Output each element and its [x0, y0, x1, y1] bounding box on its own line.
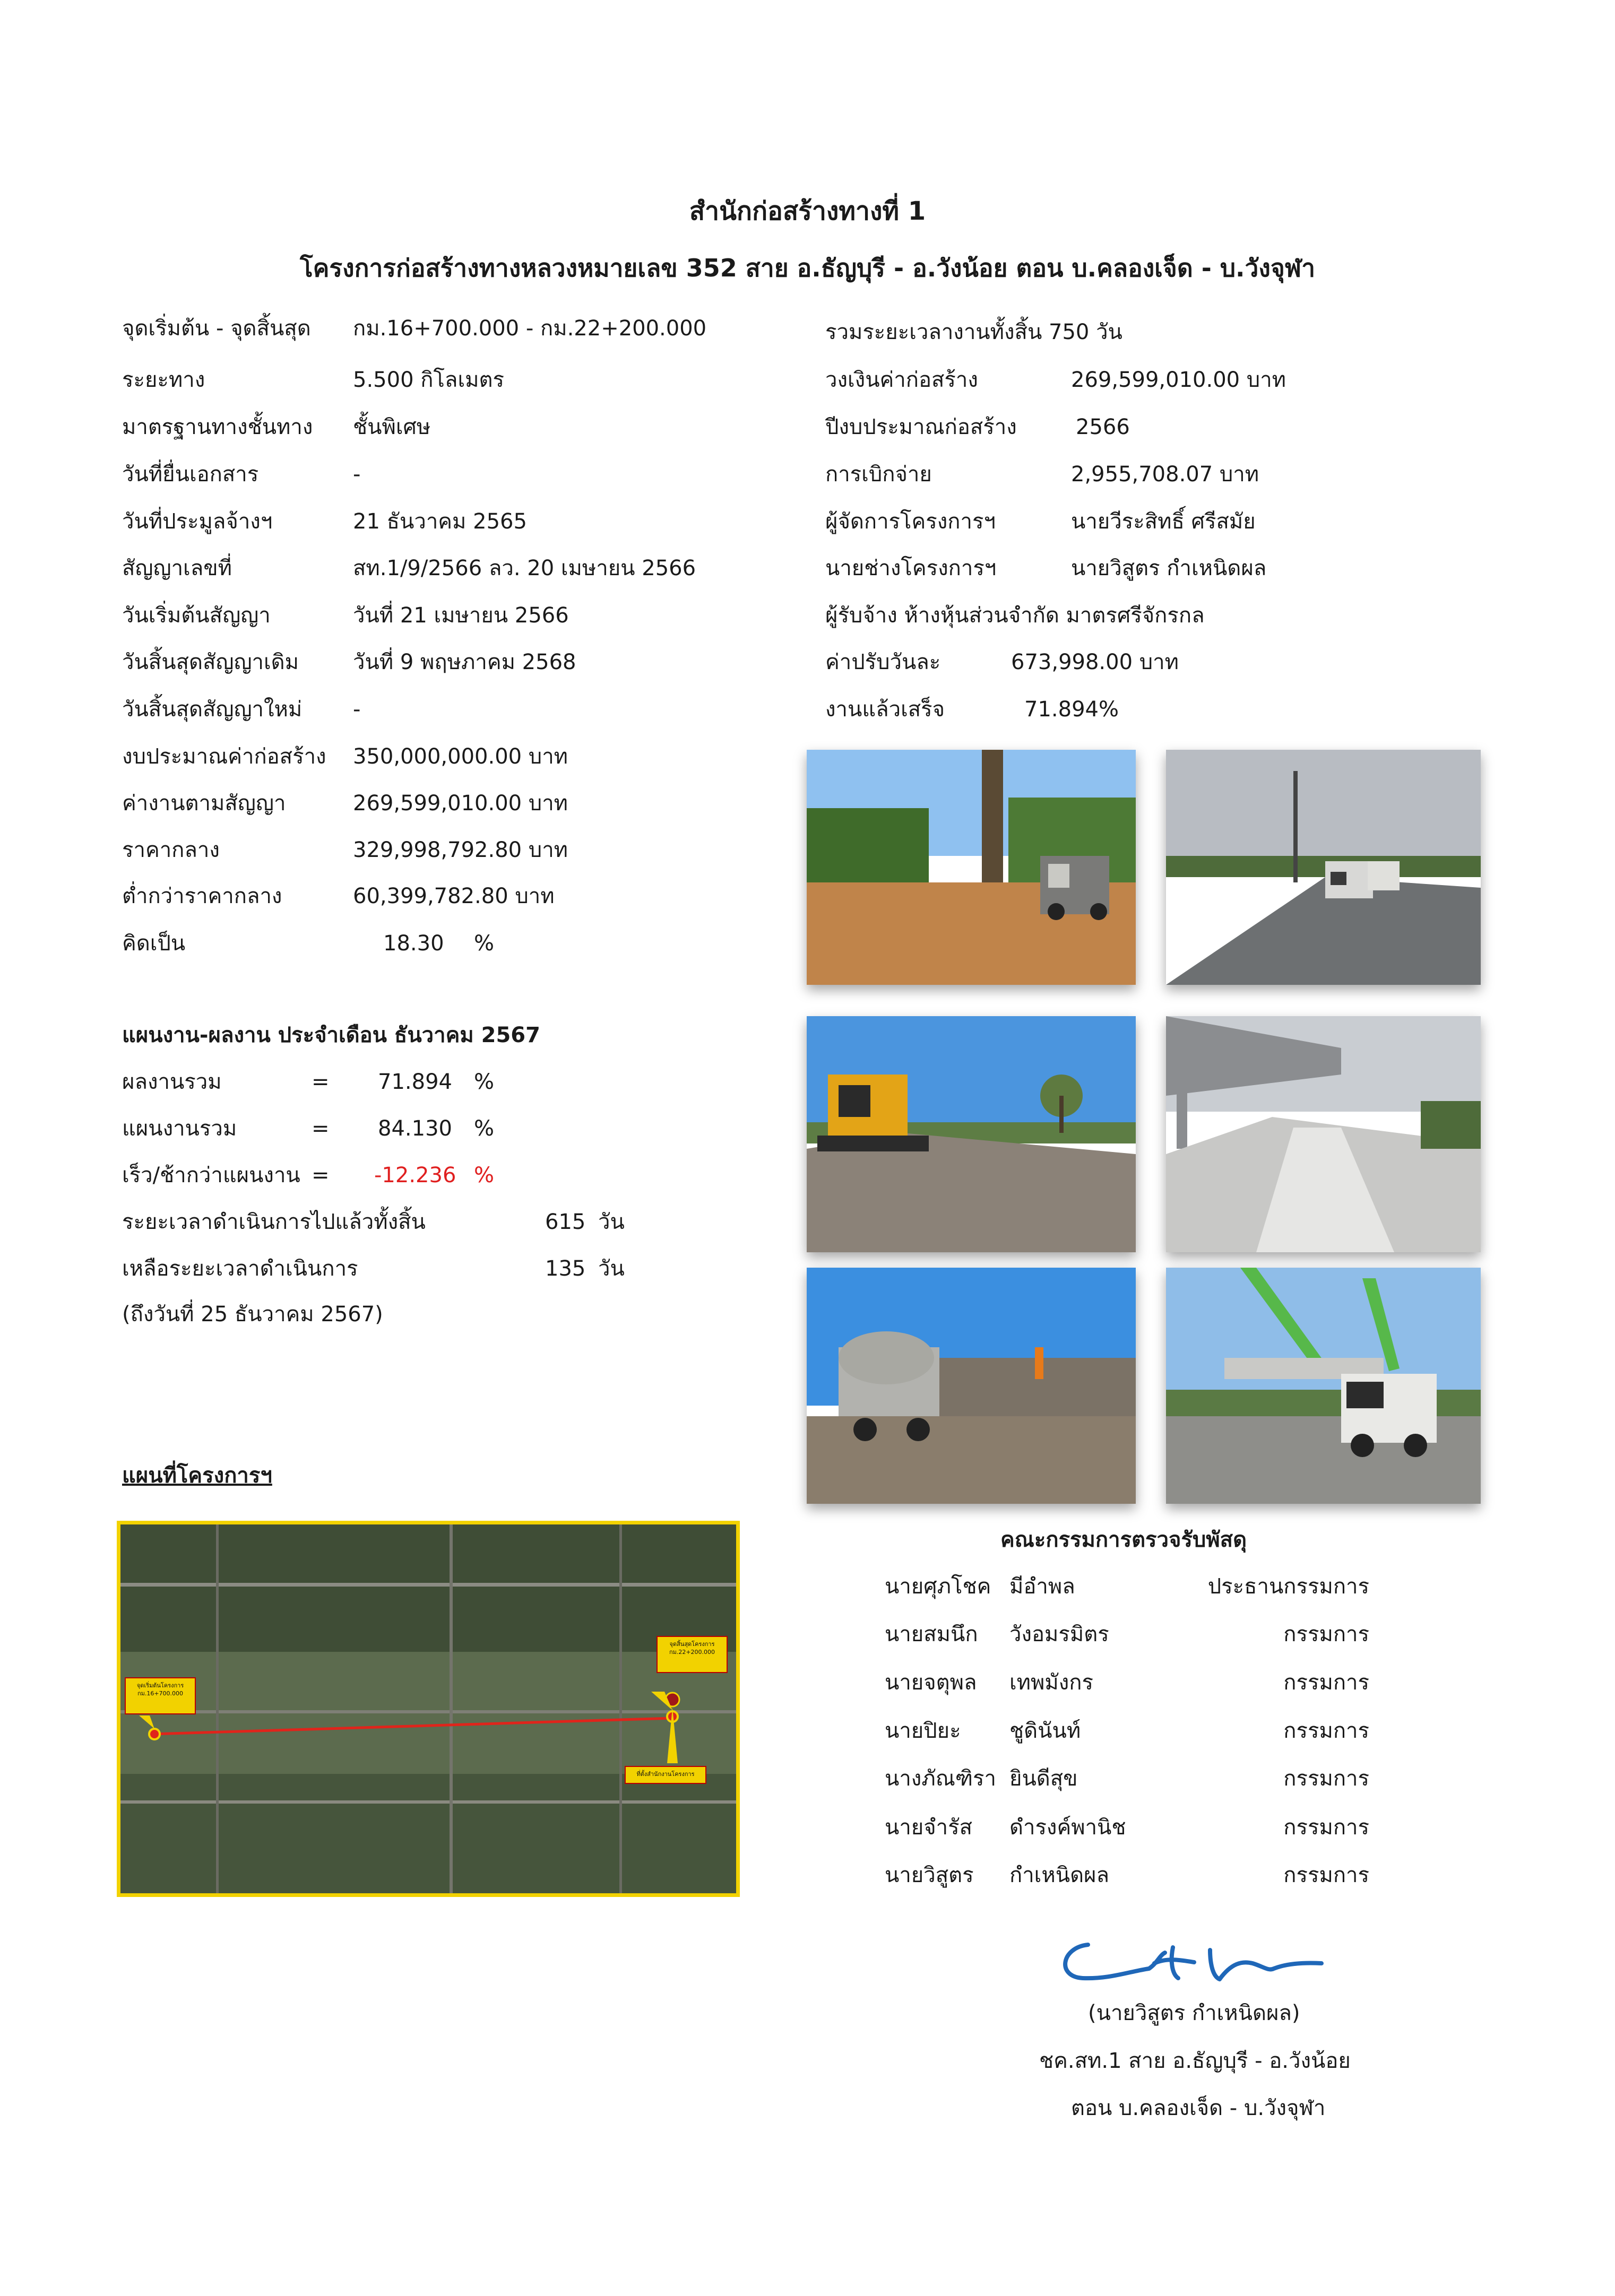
info-value: กม.16+700.000 - กม.22+200.000 — [353, 316, 707, 341]
map-end-callout — [657, 1636, 728, 1673]
map-start-km: กม.16+700.000 — [137, 1690, 184, 1697]
site-photo-5 — [807, 1268, 1136, 1504]
progress-eq: = — [312, 1070, 330, 1094]
info-label: รวมระยะเวลางานทั้งสิ้น 750 วัน — [825, 320, 1122, 344]
info-value: - — [353, 697, 361, 722]
progress-value: 71.894 — [378, 1070, 452, 1094]
info-value: วันที่ 9 พฤษภาคม 2568 — [353, 650, 576, 674]
info-value: ชั้นพิเศษ — [353, 415, 431, 439]
info-label: วันสิ้นสุดสัญญาใหม่ — [122, 697, 303, 722]
elapsed-unit: วัน — [598, 1210, 625, 1234]
percent-value: 18.30 — [383, 931, 444, 956]
info-value: 269,599,010.00 บาท — [353, 791, 568, 816]
elapsed-value: 615 — [545, 1210, 586, 1234]
member-first: นายวิสูตร — [885, 1863, 974, 1887]
site-photo-4 — [1166, 1016, 1481, 1252]
member-role: ประธานกรรมการ — [1207, 1574, 1369, 1599]
map-end-km: กม.22+200.000 — [669, 1649, 715, 1656]
progress-title: แผนงาน-ผลงาน ประจำเดือน ธันวาคม 2567 — [122, 1023, 540, 1047]
progress-label: ผลงานรวม — [122, 1070, 222, 1094]
info-value: 60,399,782.80 บาท — [353, 884, 555, 908]
member-role: กรรมการ — [1283, 1622, 1369, 1647]
progress-unit: % — [474, 1116, 495, 1141]
progress-value: 84.130 — [378, 1116, 452, 1141]
info-label: วันเริ่มต้นสัญญา — [122, 603, 271, 628]
member-first: นายจำรัส — [885, 1815, 973, 1840]
committee-title: คณะกรรมการตรวจรับพัสดุ — [1000, 1528, 1247, 1552]
signer-position-line2: ตอน บ.คลองเจ็ด - บ.วังจุฬา — [1071, 2096, 1326, 2120]
remaining-unit: วัน — [598, 1257, 625, 1281]
member-role: กรรมการ — [1283, 1719, 1369, 1743]
percent-label: คิดเป็น — [122, 931, 186, 956]
member-role: กรรมการ — [1283, 1670, 1369, 1695]
info-label: ผู้รับจ้าง ห้างหุ้นส่วนจำกัด มาตรศรีจักรกล — [825, 603, 1205, 628]
info-value: 21 ธันวาคม 2565 — [353, 509, 527, 534]
map-end-label: จุดสิ้นสุดโครงการ — [669, 1641, 715, 1648]
site-photo-1 — [807, 750, 1136, 985]
info-label: ราคากลาง — [122, 838, 220, 862]
member-last: ดำรงค์พานิช — [1009, 1815, 1126, 1840]
member-last: ยินดีสุข — [1009, 1766, 1078, 1791]
progress-unit-delay: % — [474, 1163, 495, 1188]
progress-value-delay: -12.236 — [374, 1163, 456, 1188]
info-label: งานแล้วเสร็จ — [825, 697, 945, 722]
project-map — [117, 1521, 740, 1897]
info-label: วันที่ประมูลจ้างฯ — [122, 509, 273, 534]
info-label: ค่างานตามสัญญา — [122, 791, 286, 816]
info-value: วันที่ 21 เมษายน 2566 — [353, 603, 569, 628]
map-office-callout — [625, 1766, 706, 1784]
member-first: นางภัณฑิรา — [885, 1766, 996, 1791]
info-value: 71.894% — [1024, 697, 1119, 722]
progress-label: แผนงานรวม — [122, 1116, 237, 1141]
progress-eq: = — [312, 1116, 330, 1141]
percent-unit: % — [474, 931, 495, 956]
info-label: ค่าปรับวันละ — [825, 650, 941, 674]
member-first: นายจตุพล — [885, 1670, 977, 1695]
map-start-label: จุดเริ่มต้นโครงการ — [136, 1682, 184, 1689]
member-last: เทพมังกร — [1009, 1670, 1094, 1695]
member-first: นายสมนึก — [885, 1622, 978, 1647]
site-photo-3 — [807, 1016, 1136, 1252]
elapsed-label: ระยะเวลาดำเนินการไปแล้วทั้งสิ้น — [122, 1210, 426, 1234]
member-first: นายปิยะ — [885, 1719, 961, 1743]
info-label: วันสิ้นสุดสัญญาเดิม — [122, 650, 299, 674]
info-label: วงเงินค่าก่อสร้าง — [825, 368, 978, 392]
map-title: แผนที่โครงการฯ — [122, 1463, 272, 1488]
info-value: 2,955,708.07 บาท — [1071, 462, 1259, 487]
member-last: ชูดินันท์ — [1009, 1719, 1081, 1743]
progress-eq: = — [312, 1163, 330, 1188]
info-label: มาตรฐานทางชั้นทาง — [122, 415, 313, 439]
member-role: กรรมการ — [1283, 1766, 1369, 1791]
member-last: มีอำพล — [1009, 1574, 1075, 1599]
map-start-callout — [125, 1677, 196, 1714]
info-label: วันที่ยื่นเอกสาร — [122, 462, 259, 487]
project-title: โครงการก่อสร้างทางหลวงหมายเลข 352 สาย อ.ธัญบุรี - อ.วังน้อย ตอน บ.คลองเจ็ด - บ.วังจุฬา — [299, 254, 1316, 282]
office-title: สำนักก่อสร้างทางที่ 1 — [689, 196, 926, 226]
info-value: - — [353, 462, 361, 487]
info-value: สท.1/9/2566 ลว. 20 เมษายน 2566 — [353, 556, 696, 581]
site-photo-6 — [1166, 1268, 1481, 1504]
info-label: งบประมาณค่าก่อสร้าง — [122, 744, 326, 769]
info-label: สัญญาเลขที่ — [122, 556, 232, 581]
member-last: กำเหนิดผล — [1009, 1863, 1109, 1887]
progress-unit: % — [474, 1070, 495, 1094]
info-label: จุดเริ่มต้น - จุดสิ้นสุด — [122, 316, 311, 341]
member-last: วังอมรมิตร — [1009, 1622, 1109, 1647]
info-label: ปีงบประมาณก่อสร้าง — [825, 415, 1017, 439]
as-of-date: (ถึงวันที่ 25 ธันวาคม 2567) — [122, 1302, 383, 1327]
member-first: นายศุภโชค — [885, 1574, 991, 1599]
signer-name: (นายวิสูตร กำเหนิดผล) — [1088, 2001, 1300, 2025]
progress-label: เร็ว/ช้ากว่าแผนงาน — [122, 1163, 300, 1188]
remaining-label: เหลือระยะเวลาดำเนินการ — [122, 1257, 358, 1281]
info-value: 350,000,000.00 บาท — [353, 744, 568, 769]
info-value: นายวิสูตร กำเหนิดผล — [1071, 556, 1267, 581]
info-value: 2566 — [1076, 415, 1130, 439]
info-value: 269,599,010.00 บาท — [1071, 368, 1286, 392]
info-value: นายวีระสิทธิ์ ศรีสมัย — [1071, 509, 1256, 534]
map-office-label: ที่ตั้งสำนักงานโครงการ — [636, 1771, 695, 1778]
info-value: 5.500 กิโลเมตร — [353, 368, 504, 392]
info-label: นายช่างโครงการฯ — [825, 556, 997, 581]
site-photo-2 — [1166, 750, 1481, 985]
info-label: การเบิกจ่าย — [825, 462, 932, 487]
member-role: กรรมการ — [1283, 1815, 1369, 1840]
info-value: 329,998,792.80 บาท — [353, 838, 568, 862]
signer-position-line1: ชค.สท.1 สาย อ.ธัญบุรี - อ.วังน้อย — [1039, 2049, 1351, 2073]
member-role: กรรมการ — [1283, 1863, 1369, 1887]
info-label: ผู้จัดการโครงการฯ — [825, 509, 996, 534]
remaining-value: 135 — [545, 1257, 586, 1281]
signature-image — [1051, 1931, 1327, 1995]
info-label: ระยะทาง — [122, 368, 205, 392]
info-value: 673,998.00 บาท — [1011, 650, 1179, 674]
info-label: ต่ำกว่าราคากลาง — [122, 884, 282, 908]
